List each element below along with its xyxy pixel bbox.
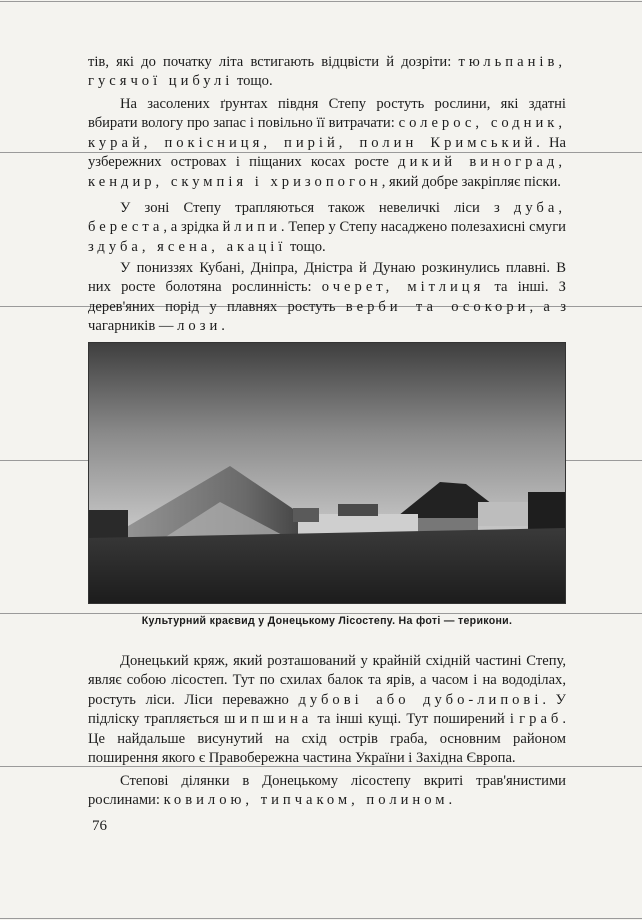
plant-names: верби та осокори [345,298,530,315]
plant-names: шипшина [224,711,313,728]
scan-line [0,613,642,614]
factory-building [418,518,478,532]
factory-building [338,504,378,516]
plant-names: лози [177,318,222,335]
plant-names: липи [234,219,281,236]
landscape-photo [88,342,566,604]
trees-left [88,510,128,538]
scan-line [0,1,642,2]
paragraph-5: Донецький кряж, який розташований у крайній східній частині Степу, являє собою лісостеп. Тут по схилах балок та ярів, а часом і на вододілах, ростуть ліси. Ліси переважно дубові або дубо-липові. У підліску трапляється шипшина та інші кущі. Тут поширений і граб. Це найдальше висунутий на схід острів граба, основним районом поширення якого є Правобережна частина України і Західна Європа. [88,653,567,767]
paragraph-2: На засолених ґрунтах півдня Степу ростуть рослини, які здатні вбирати вологу про запас і повільно її витрачати: солерос, содник, курай, покісниця, пирій, полин Кримський. На узбережних островах і піщаних косах росте дикий виноград, кендир, скумпія і хризопогон, який добре закріпляє піски. [88,96,566,190]
plant-names: дикий виноград, кендир, скумпія і хризопогон [88,154,566,190]
plant-names: очерет, мітлиця [321,279,485,296]
scan-line [0,918,642,919]
plant-names: ковилою, типчаком, полином [163,792,449,809]
plant-names: дубові або дубо-липові [298,691,543,708]
plant-names: дуба, ясена, акації [97,238,287,255]
plant-names: дуба, береста [88,200,566,236]
page-number: 76 [92,818,107,834]
terrikon-photo-illustration [88,342,566,604]
plant-names: граб [519,711,563,728]
plant-names: тюльпанів, гусячої цибулі [88,54,566,90]
foreground-field [88,528,566,604]
figure-caption: Культурний краєвид у Донецькому Лісостепу. На фоті — терикони. [141,615,513,627]
paragraph-1: тів, які до початку літа встигають відцвісти й дозріти: тюльпанів, гусячої цибулі тощо. [88,54,566,90]
paragraph-3: У зоні Степу трапляються також невеличкі ліси з дуба, береста, а зрідка й липи. Тепер у Степу насаджено полезахисні смуги з дуба, ясена, акації тощо. [88,200,566,255]
paragraph-4: У пониззях Кубані, Дніпра, Дністра й Дунаю розкинулись плавні. В них росте болотяна рослинність: очерет, мітлиця та інші. З дерев'яних порід у плавнях ростуть верби та осокори, а з чагарників — лози. [88,260,566,335]
plant-names: солерос, содник, курай, покісниця, пирій, полин Кримський [88,115,566,151]
factory-building [293,508,319,522]
paragraph-6: Степові ділянки в Донецькому лісостепу вкриті трав'янистими рослинами: ковилою, типчаком, полином. [88,773,566,809]
